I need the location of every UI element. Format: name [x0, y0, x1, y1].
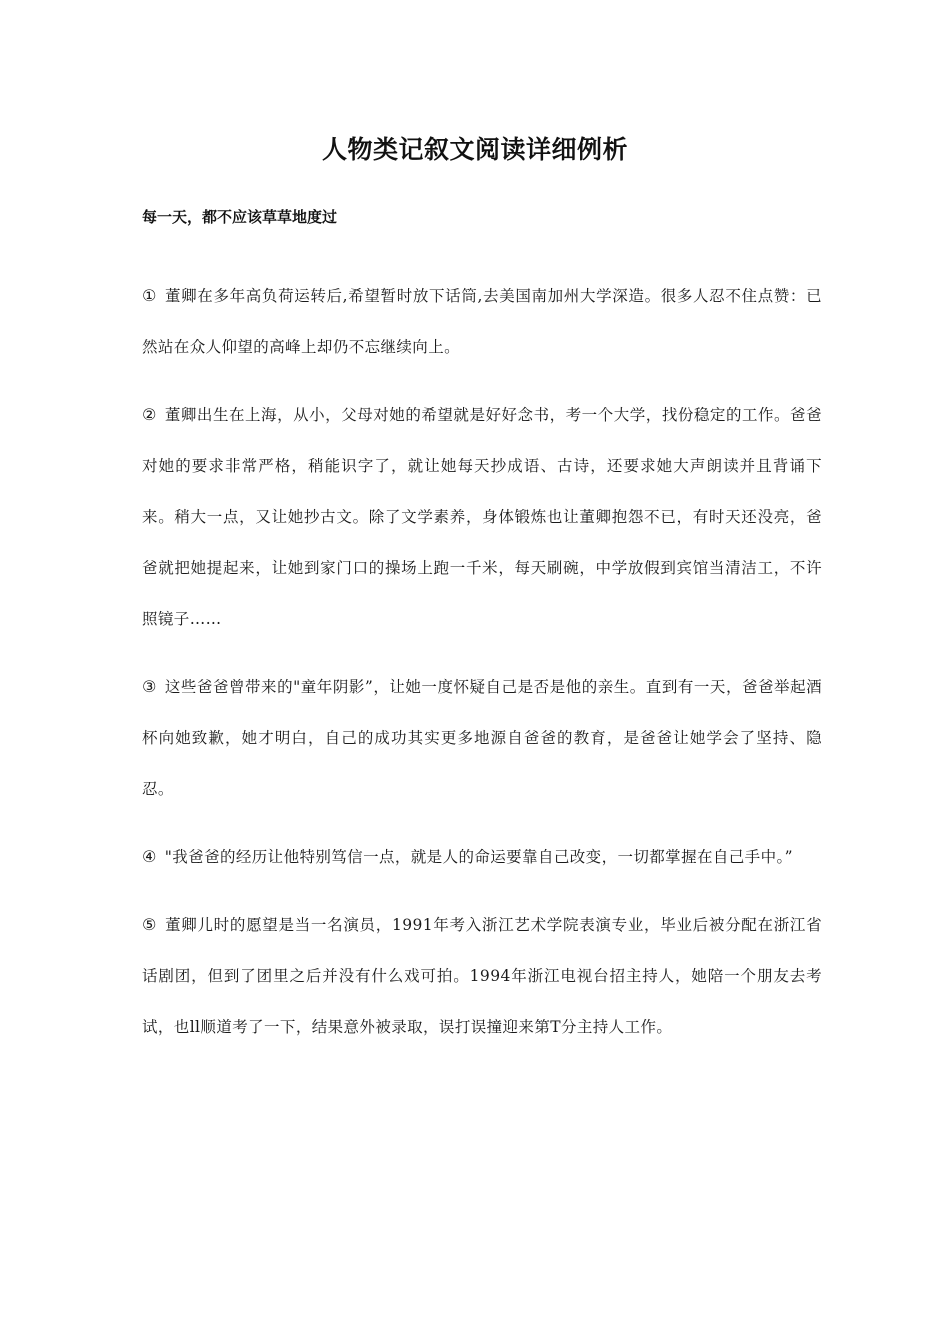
- document-body: [142, 270, 822, 1069]
- paragraph-number: ④: [142, 847, 157, 866]
- paragraph-text: 董卿出生在上海，从小，父母对她的希望就是好好念书，考一个大学，找份稳定的工作。爸爸对她的要求非常严格，稍能识字了，就让她每天抄成语、古诗，还要求她大声朗读并且背诵下来。稍大一点，又让她抄古文。除了文学素养，身体锻炼也让董卿抱怨不已，有时天还没亮，爸爸就把她提起来，让她到家门口的操场上跑一千米，每天刷碗，中学放假到宾馆当清洁工，不许照镜子……: [142, 406, 822, 628]
- paragraph-number: ③: [142, 677, 157, 696]
- paragraph-4: [142, 831, 822, 883]
- paragraph-text: 这些爸爸曾带来的"童年阴影”，让她一度怀疑自己是否是他的亲生。直到有一天，爸爸举起酒杯向她致歉，她才明白，自己的成功其实更多地源自爸爸的教育，是爸爸让她学会了坚持、隐忍。: [142, 678, 822, 798]
- paragraph-number: ②: [142, 405, 157, 424]
- paragraph-number: ⑤: [142, 915, 158, 934]
- paragraph-1: [142, 270, 822, 373]
- paragraph-text: 董卿在多年高负荷运转后,希望暂时放下话筒,去美国南加州大学深造。很多人忍不住点赞：已然站在众人仰望的高峰上却仍不忘继续向上。: [142, 287, 822, 356]
- paragraph-number: ①: [142, 286, 157, 305]
- paragraph-text: "我爸爸的经历让他特别笃信一点，就是人的命运要靠自己改变，一切都掌握在自己手中。”: [164, 848, 793, 866]
- paragraph-2: [142, 389, 822, 645]
- paragraph-text: 董卿儿时的愿望是当一名演员，1991年考入浙江艺术学院表演专业，毕业后被分配在浙江省话剧团，但到了团里之后并没有什么戏可拍。1994年浙江电视台招主持人，她陪一个朋友去考试，也ll顺道考了一下，结果意外被录取，误打误撞迎来第T分主持人工作。: [142, 916, 823, 1036]
- paragraph-5: [142, 899, 822, 1053]
- paragraph-3: [142, 661, 822, 815]
- document-subtitle: 每一天，都不应该草草地度过: [142, 208, 338, 226]
- document-title: 人物类记叙文阅读详细例析: [321, 135, 628, 164]
